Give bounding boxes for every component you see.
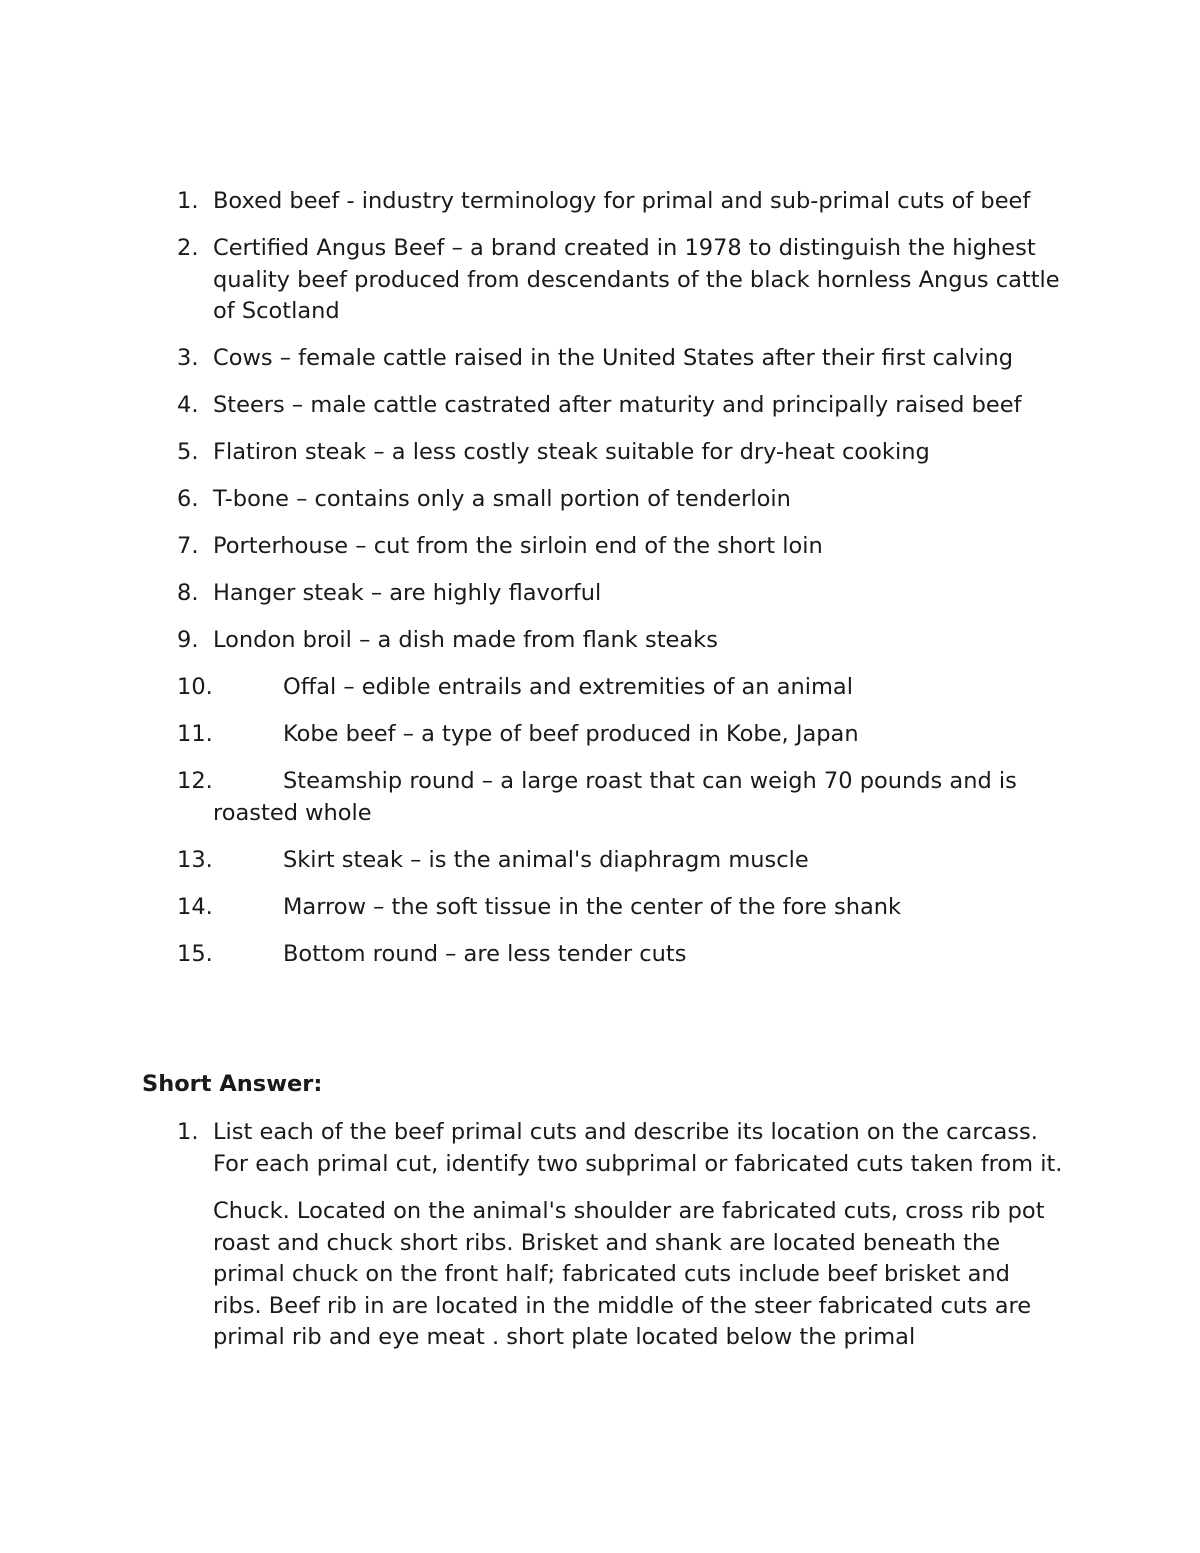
item-text: Boxed beef - industry terminology for primal and sub-primal cuts of beef bbox=[213, 188, 1031, 214]
item-number: 7. bbox=[177, 533, 199, 559]
question-item bbox=[143, 1117, 1063, 1180]
list-item bbox=[143, 343, 1083, 375]
answer-item bbox=[143, 1196, 1063, 1354]
list-item bbox=[143, 233, 1083, 328]
answer-text: Chuck. Located on the animal's shoulder are fabricated cuts, cross rib pot roast and chuck short ribs. Brisket and shank are located beneath the primal chuck on the front half; fabricated cuts include beef brisket and ribs. Beef rib in are located in the middle of the steer fabricated cuts are primal rib and eye meat . short plate located below the primal bbox=[213, 1198, 1045, 1350]
item-text: London broil – a dish made from flank steaks bbox=[213, 627, 718, 653]
short-answer-heading: Short Answer: bbox=[142, 1071, 323, 1097]
list-item bbox=[143, 672, 1083, 704]
item-text: T-bone – contains only a small portion of tenderloin bbox=[213, 486, 791, 512]
item-number: 15. bbox=[177, 940, 213, 967]
item-text: Marrow – the soft tissue in the center of the fore shank bbox=[283, 893, 902, 920]
item-number: 13. bbox=[177, 846, 213, 873]
list-item bbox=[143, 484, 1083, 516]
item-text: Kobe beef – a type of beef produced in Kobe, Japan bbox=[283, 721, 859, 747]
item-number: 11. bbox=[177, 721, 213, 747]
list-item bbox=[143, 625, 1083, 657]
item-text: Steers – male cattle castrated after maturity and principally raised beef bbox=[213, 392, 1022, 418]
item-text: Offal – edible entrails and extremities of an animal bbox=[283, 674, 853, 700]
definitions-list bbox=[143, 186, 1083, 986]
item-text: Flatiron steak – a less costly steak suitable for dry-heat cooking bbox=[213, 439, 930, 465]
list-item bbox=[143, 719, 1083, 751]
item-number: 1. bbox=[177, 188, 199, 214]
list-item bbox=[143, 531, 1083, 563]
list-item bbox=[143, 939, 1083, 971]
list-item bbox=[143, 437, 1083, 469]
item-number: 10. bbox=[177, 674, 213, 700]
item-number: 9. bbox=[177, 627, 199, 653]
item-text: Steamship round – a large roast that can weigh 70 pounds and is roasted whole bbox=[213, 768, 1017, 826]
item-number: 12. bbox=[177, 768, 213, 794]
item-number: 3. bbox=[177, 345, 199, 371]
item-text: Porterhouse – cut from the sirloin end of the short loin bbox=[213, 533, 823, 559]
item-number: 6. bbox=[177, 486, 199, 512]
item-text: Hanger steak – are highly flavorful bbox=[213, 580, 602, 606]
item-number: 8. bbox=[177, 580, 199, 606]
question-number: 1. bbox=[177, 1119, 199, 1145]
list-item bbox=[143, 892, 1083, 924]
item-number: 4. bbox=[177, 392, 199, 418]
item-text: Bottom round – are less tender cuts bbox=[283, 940, 687, 967]
list-item bbox=[143, 766, 1083, 829]
item-number: 2. bbox=[177, 235, 199, 261]
list-item bbox=[143, 390, 1083, 422]
short-answer-list bbox=[143, 1117, 1063, 1354]
item-text: Certified Angus Beef – a brand created in 1978 to distinguish the highest quality beef produced from descendants of the black hornless Angus cattle of Scotland bbox=[213, 235, 1060, 324]
item-text: Skirt steak – is the animal's diaphragm muscle bbox=[283, 846, 809, 873]
list-item bbox=[143, 845, 1083, 877]
item-number: 5. bbox=[177, 439, 199, 465]
item-number: 14. bbox=[177, 893, 213, 920]
item-text: Cows – female cattle raised in the United States after their first calving bbox=[213, 345, 1014, 371]
list-item bbox=[143, 186, 1083, 218]
list-item bbox=[143, 578, 1083, 610]
question-text: List each of the beef primal cuts and describe its location on the carcass. For each primal cut, identify two subprimal or fabricated cuts taken from it. bbox=[213, 1119, 1063, 1177]
